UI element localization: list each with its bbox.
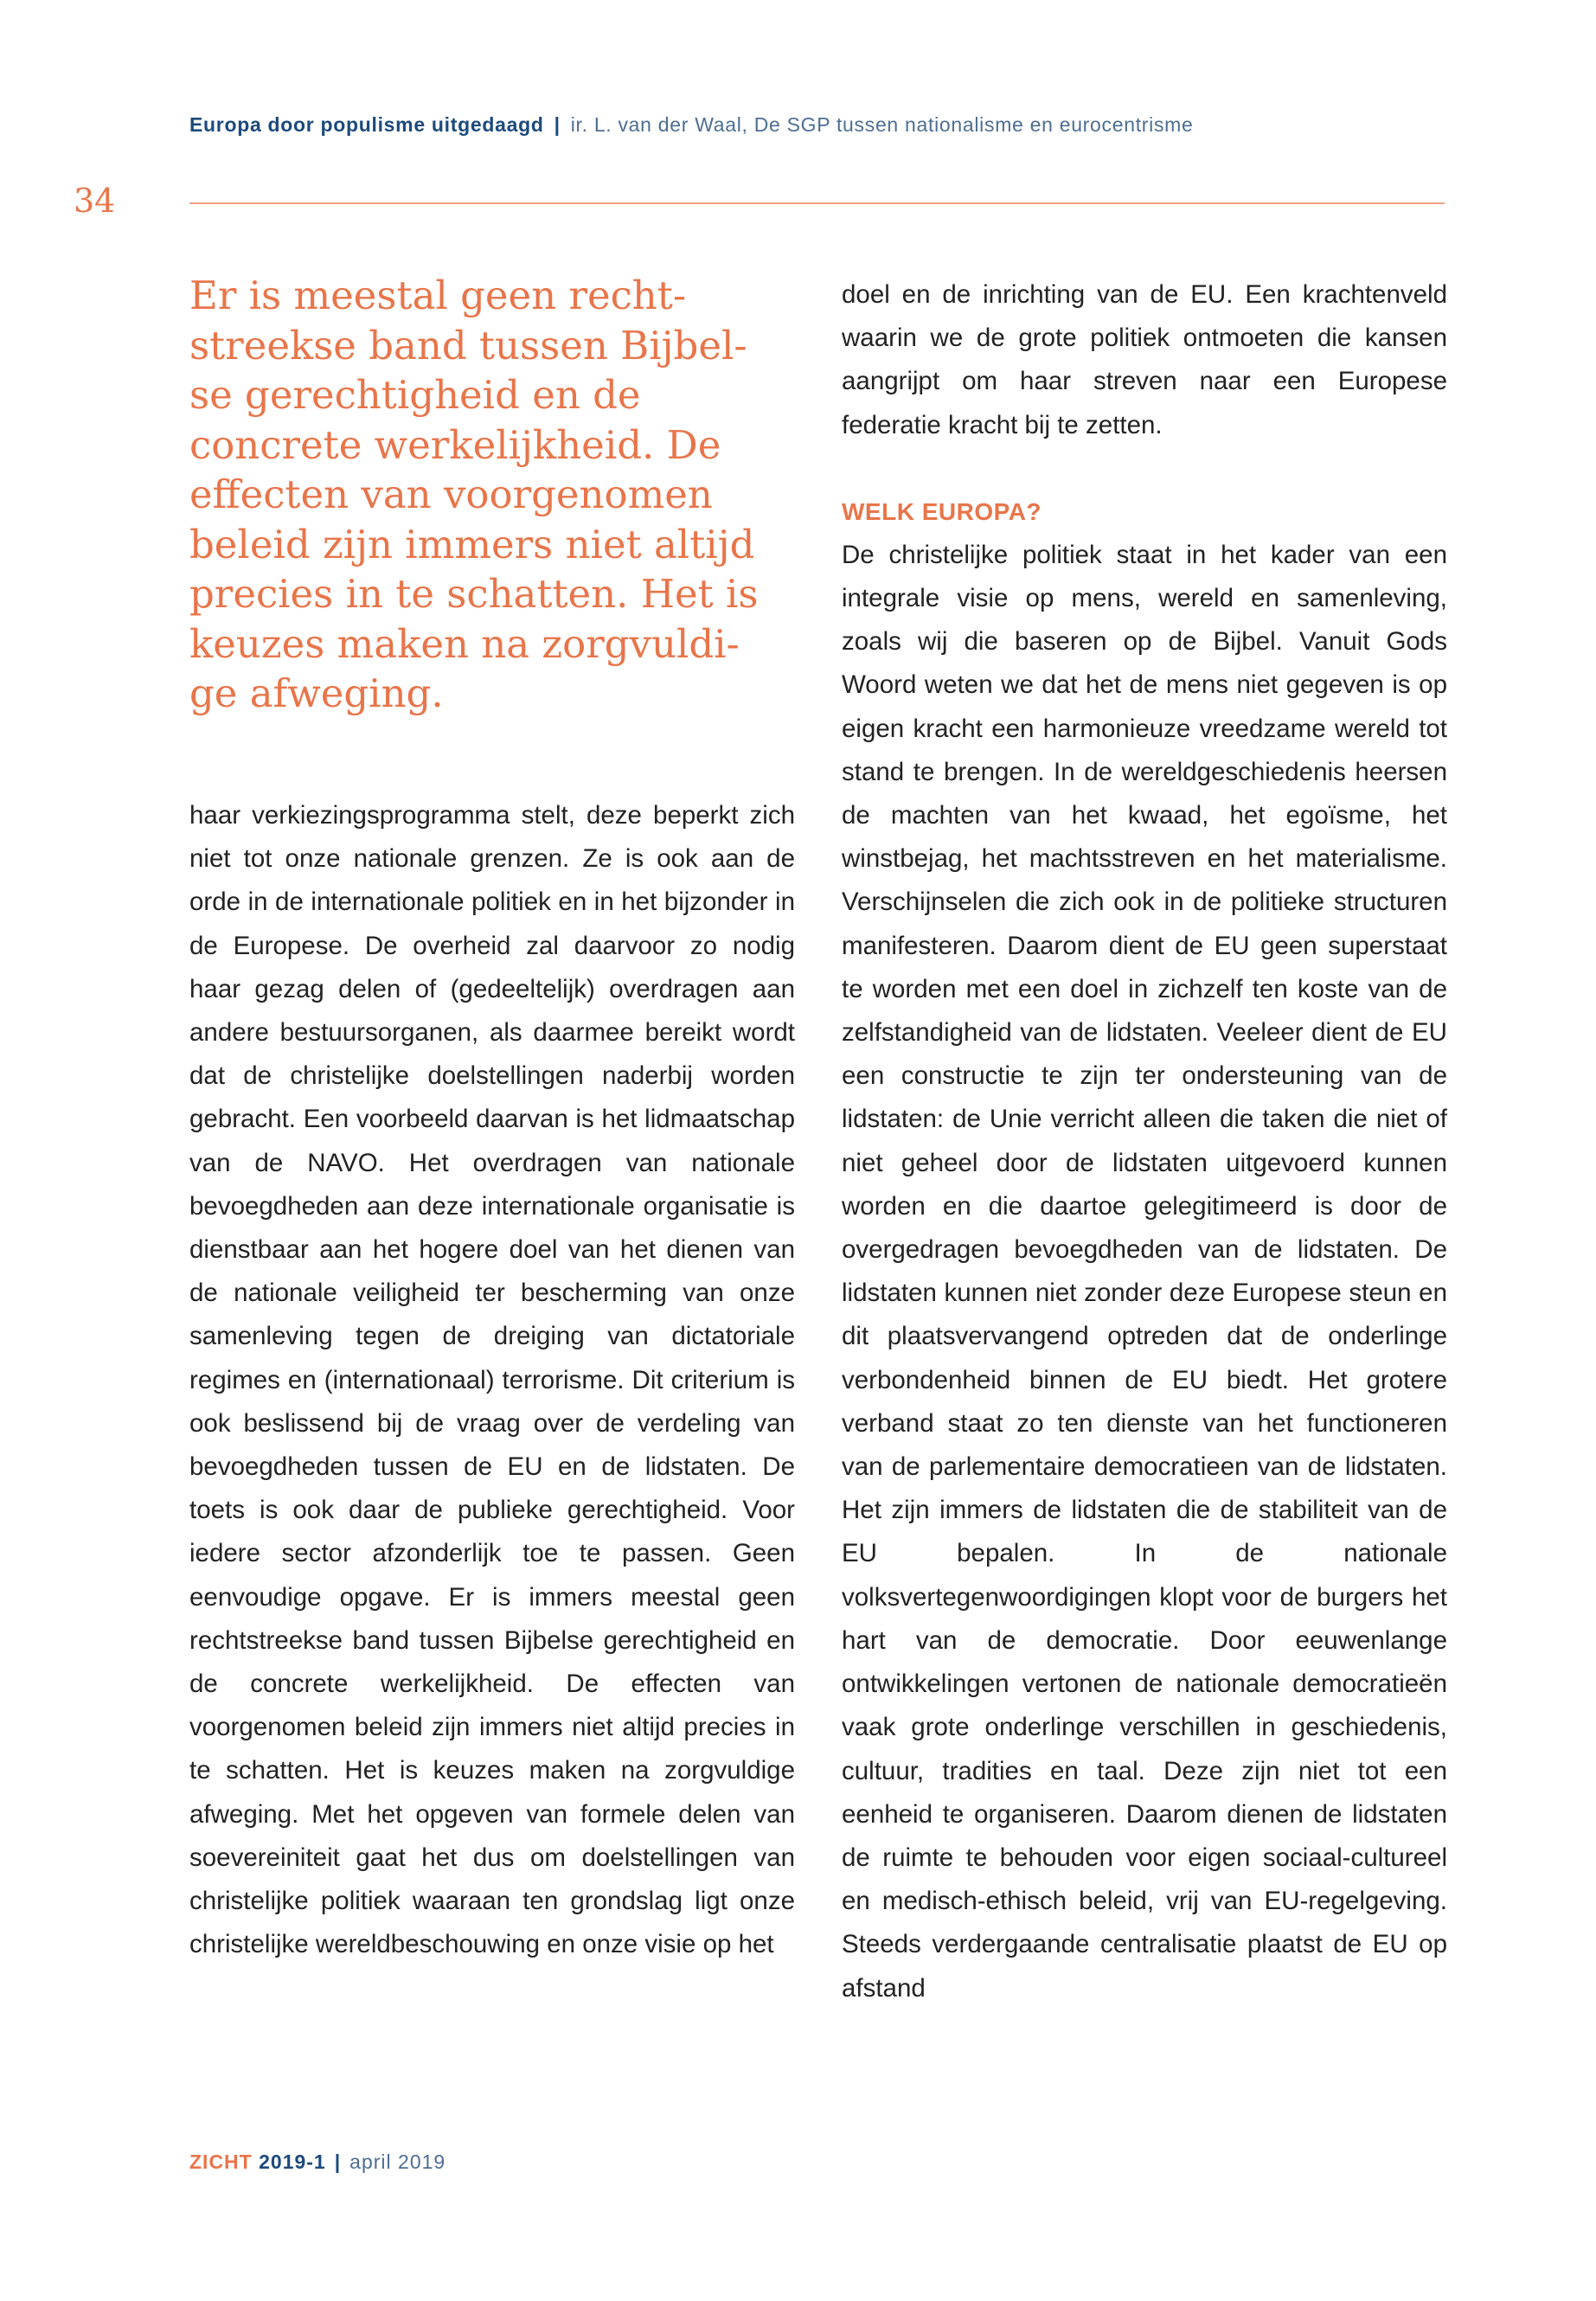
footer-issue: 2019-1 (259, 2150, 326, 2173)
pull-quote-line: ge afweging. (189, 670, 444, 716)
right-column-intro-paragraph: doel en de inrichting van de EU. Een krachtenveld waarin we de grote politiek ontmoeten die kansen aangrijpt om haar streven naar een Europese federatie kracht bij te zetten. (842, 280, 1447, 439)
section-heading: WELK EUROPA? (842, 497, 1042, 525)
header-separator: | (554, 113, 561, 136)
pull-quote (189, 271, 795, 719)
footer (189, 2150, 445, 2174)
pull-quote-line: se gerechtigheid en de (189, 372, 641, 418)
right-column (842, 273, 1447, 2010)
pull-quote-line: streekse band tussen Bijbel- (189, 322, 747, 369)
pull-quote-line: concrete werkelijkheid. De (189, 421, 721, 468)
footer-separator: | (334, 2150, 342, 2173)
pull-quote-line: beleid zijn immers niet altijd (189, 521, 755, 567)
pull-quote-line: Er is meestal geen recht- (189, 272, 687, 318)
pull-quote-line: keuzes maken na zorgvuldi- (189, 620, 740, 667)
running-header (189, 113, 1194, 137)
header-rule (189, 202, 1445, 204)
left-column-paragraph: haar verkiezingsprogramma stelt, deze beperkt zich niet tot onze nationale grenzen. Ze is ook aan de orde in de internationale politiek en in het bijzonder in de Europese. De overheid zal daarvoor zo nodig haar gezag delen of (gedeeltelijk) overdragen aan andere bestuursorganen, als daarmee bereikt wordt dat de christelijke doelstellingen naderbij worden gebracht. Een voorbeeld daarvan is het lidmaatschap van de NAVO. Het overdragen van nationale bevoegdheden aan deze internationale organisatie is dienstbaar aan het hogere doel van het dienen van de nationale veiligheid ter bescherming van onze samenleving tegen de dreiging van dictatoriale regimes en (internationaal) terrorisme. Dit criterium is ook beslissend bij de vraag over de verdeling van bevoegdheden tussen de EU en de lidstaten. De toets is ook daar de publieke gerechtigheid. Voor iedere sector afzonderlijk toe te passen. Geen eenvoudige opgave. Er is immers meestal geen rechtstreekse band tussen Bijbelse gerechtigheid en de concrete werkelijkheid. De effecten van voorgenomen beleid zijn immers niet altijd precies in te schatten. Het is keuzes maken na zorgvuldige afweging. Met het opgeven van formele delen van soevereiniteit gaat het dus om doelstellingen van christelijke politiek waaraan ten grondslag ligt onze christelijke wereldbeschouwing en onze visie op het (189, 801, 795, 1959)
page-number: 34 (74, 182, 116, 220)
footer-journal: ZICHT (189, 2150, 253, 2173)
left-column (189, 794, 795, 1966)
right-column-body-paragraph: De christelijke politiek staat in het kader van een integrale visie op mens, wereld en samenleving, zoals wij die baseren op de Bijbel. Vanuit Gods Woord weten we dat het de mens niet gegeven is op eigen kracht een harmonieuze vreedzame wereld tot stand te brengen. In de wereldgeschiedenis heersen de machten van het kwaad, het egoïsme, het winstbejag, het machtsstreven en het materialisme. Verschijnselen die zich ook in de politieke structuren manifesteren. Daarom dient de EU geen superstaat te worden met een doel in zichzelf ten koste van de zelfstandigheid van de lidstaten. Veeleer dient de EU een constructie te zijn ter ondersteuning van de lidstaten: de Unie verricht alleen die taken die niet of niet geheel door de lidstaten uitgevoerd kunnen worden en die daartoe gelegitimeerd is door de overgedragen bevoegdheden van de lidstaten. De lidstaten kunnen niet zonder deze Europese steun en dit plaatsvervangend optreden dat de onderlinge verbondenheid binnen de EU biedt. Het grotere verband staat zo ten dienste van het functioneren van de parlementaire democratieen van de lidstaten. Het zijn immers de lidstaten die de stabiliteit van de EU bepalen. In de nationale volksvertegenwoordigingen klopt voor de burgers het hart van de democratie. Door eeuwenlange ontwikkelingen vertonen de nationale democratieën vaak grote onderlinge verschillen in geschiedenis, cultuur, tradities en taal. Deze zijn niet tot een eenheid te organiseren. Daarom dienen de lidstaten de ruimte te behouden voor eigen sociaal-cultureel en medisch-ethisch beleid, vrij van EU-regelgeving. Steeds verdergaande centralisatie plaatst de EU op afstand (842, 540, 1447, 2003)
pull-quote-line: effecten van voorgenomen (189, 471, 713, 517)
magazine-title: Europa door populisme uitgedaagd (189, 113, 544, 136)
pull-quote-line: precies in te schatten. Het is (189, 571, 759, 617)
footer-date: april 2019 (349, 2150, 446, 2173)
author-article-title: ir. L. van der Waal, De SGP tussen nationalisme en eurocentrisme (570, 113, 1194, 136)
